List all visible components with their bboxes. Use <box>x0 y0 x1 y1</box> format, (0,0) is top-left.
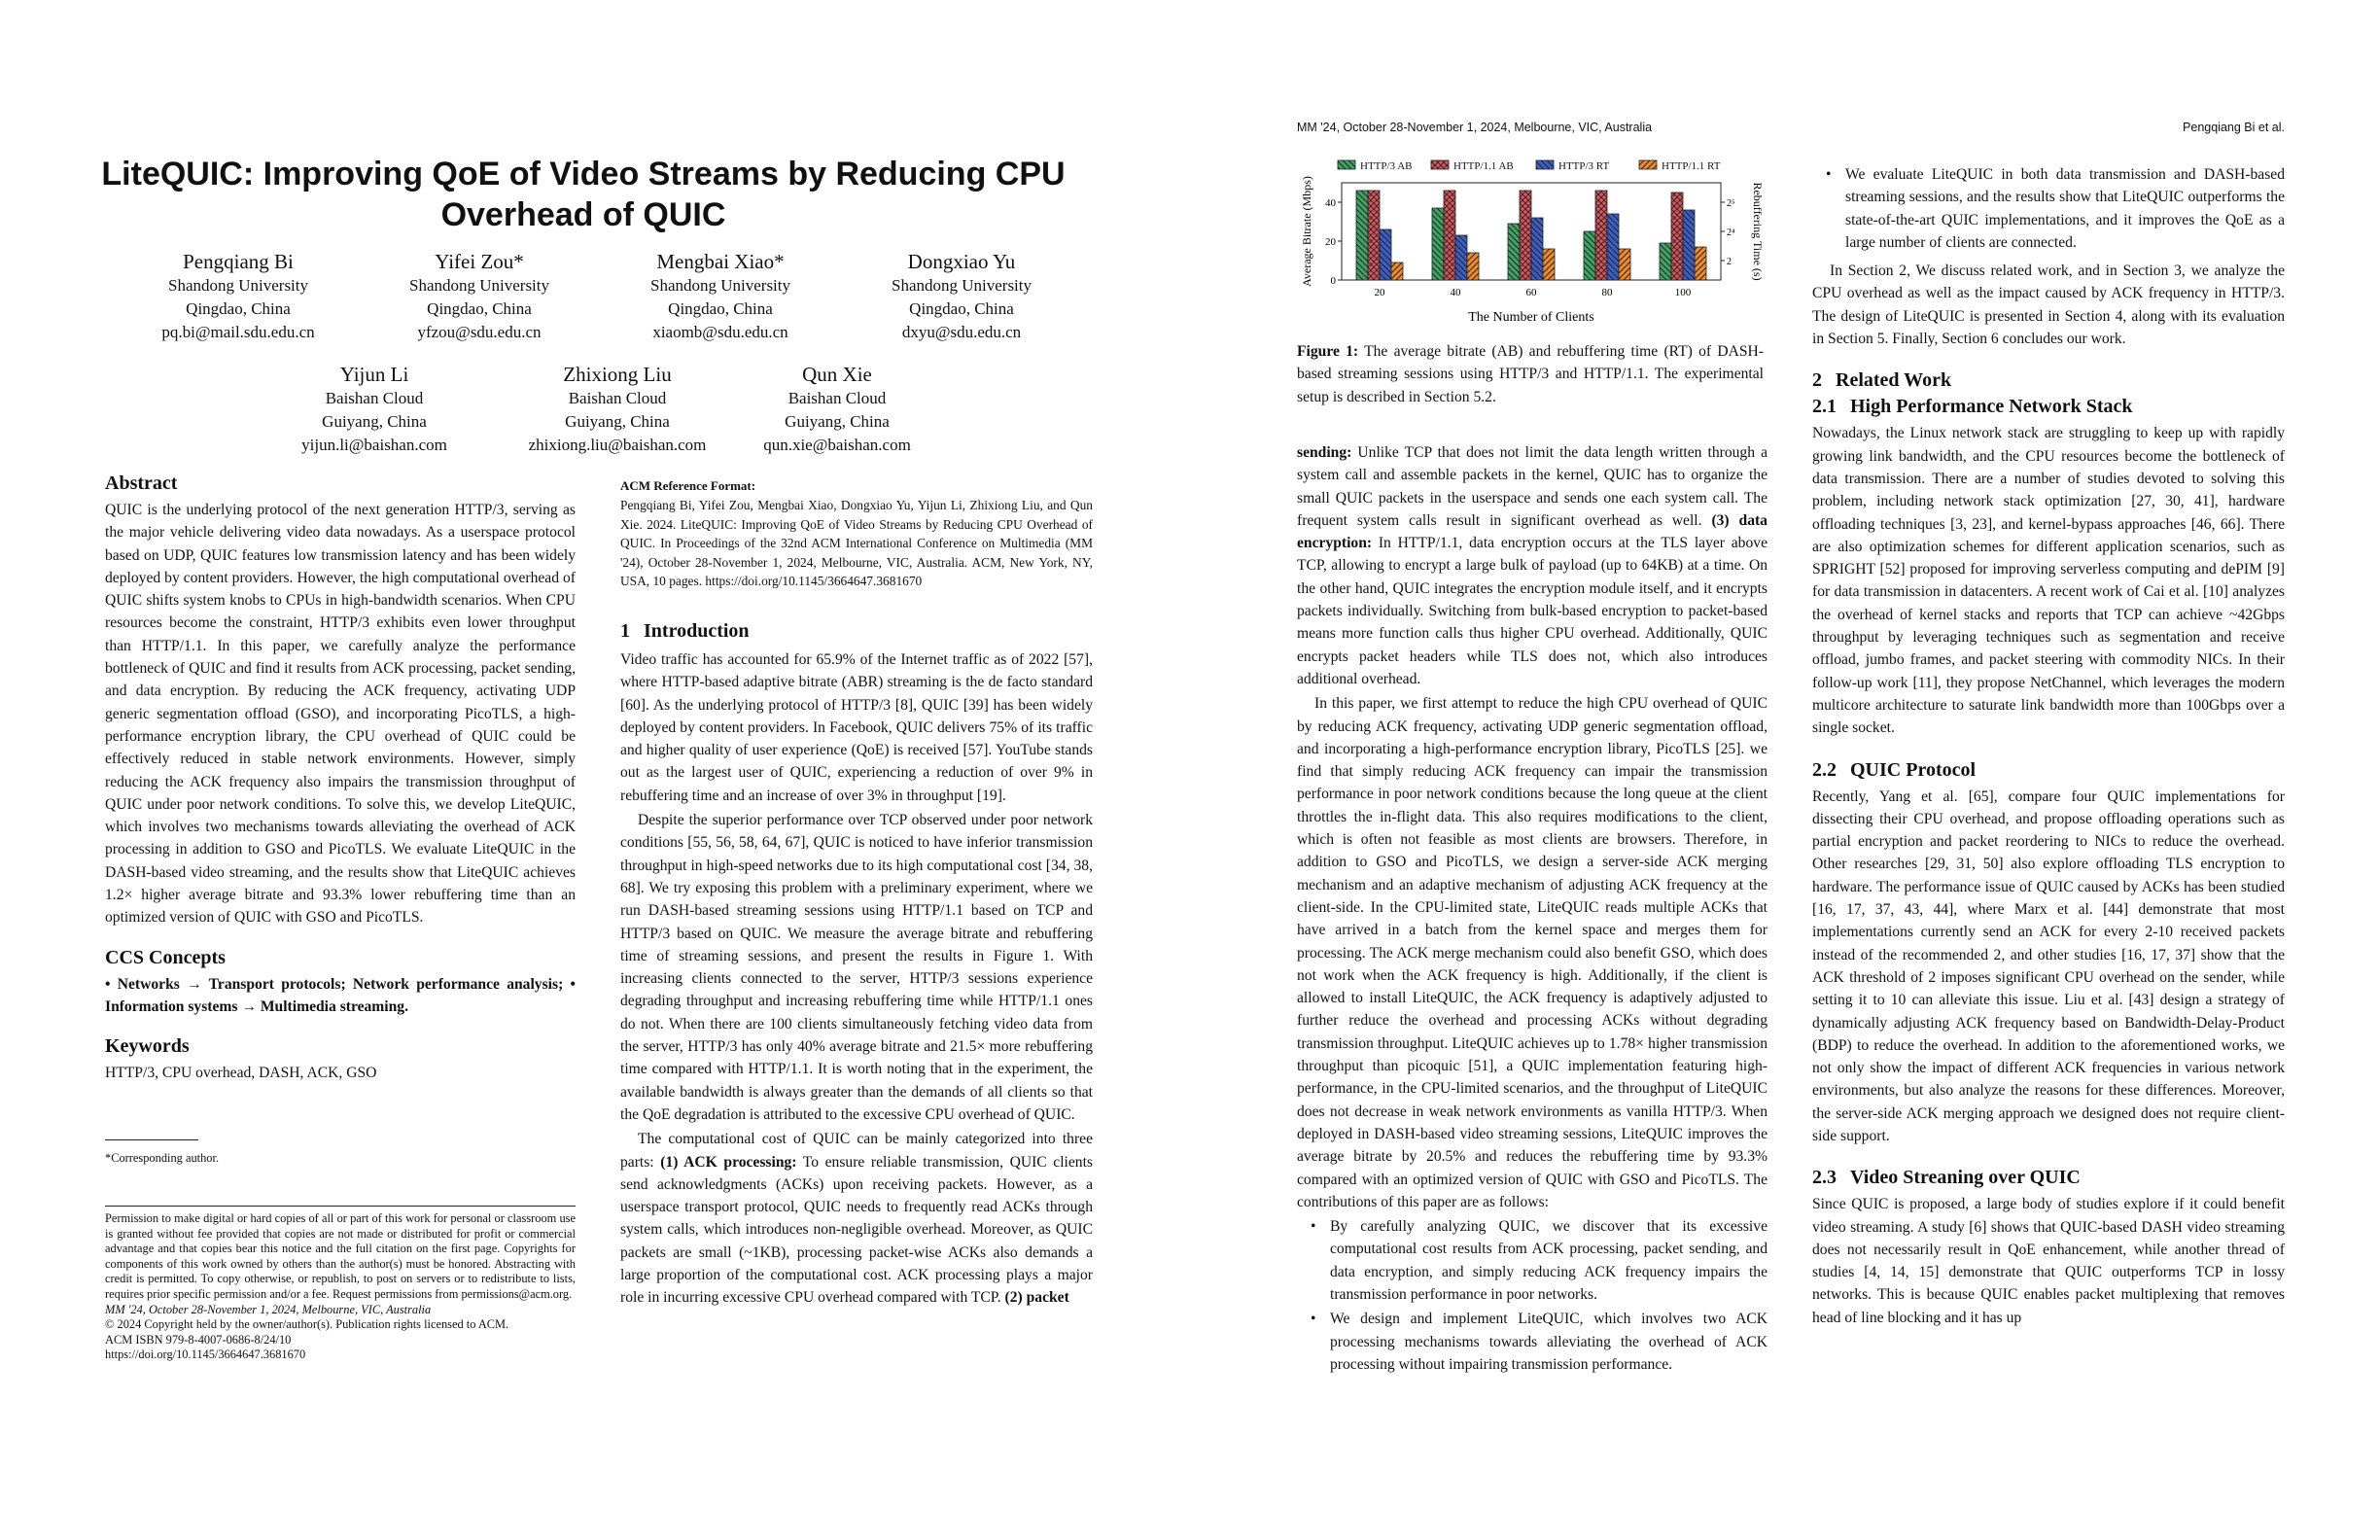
x-axis-label: The Number of Clients <box>1468 310 1594 325</box>
col1-paragraph-1 <box>1297 441 1768 690</box>
author-location: Qingdao, China <box>668 299 773 318</box>
col1-text: In HTTP/1.1, data encryption occurs at the TLS layer above TCP, allowing to encrypt a large bulk of payload (up to 64KB) at a time. On the other hand, QUIC integrates the encryption module itself, and it encrypts packets individually. Switching from bulk-based encryption to packet-based means more function calls thus higher CPU overhead. Additionally, QUIC encrypts packet headers while TLS does not, which also introduces additional overhead. <box>1297 535 1768 687</box>
list-item: • We design and implement LiteQUIC, which involves two ACK processing mechanisms towards alleviating the overhead of ACK processing without impairing transmission performance. <box>1297 1308 1768 1376</box>
right-page-column-1 <box>1297 441 1768 1378</box>
author-affiliation: Baishan Cloud <box>568 389 667 407</box>
running-header-left: MM '24, October 28-November 1, 2024, Melbourne, VIC, Australia <box>1297 121 1653 134</box>
author-block <box>840 249 1083 344</box>
author-email[interactable]: xiaomb@sdu.edu.cn <box>652 323 788 341</box>
bar-hatch <box>1444 191 1455 280</box>
abstract-text: QUIC is the underlying protocol of the next generation HTTP/3, serving as the major vehicle delivering video data nowadays. As a userspace protocol based on UDP, QUIC features low transmission latency and has been widely deployed by content providers. However, the high computational overhead of QUIC shifts system knobs to CPUs in high-bandwidth scenarios. When CPU resources become the constraint, HTTP/3 exhibits even lower throughput than HTTP/1.1. In this paper, we carefully analyze the performance bottleneck of QUIC and find it results from ACK processing, packet sending, and data encryption. By reducing the ACK frequency, activating UDP generic segmentation offload (GSO), and incorporating PicoTLS, a high-performance encryption library, the CPU overhead of QUIC could be effectively reduced in stable network environments. However, simply reducing the ACK frequency also impairs the transmission throughput of QUIC under poor network conditions. To solve this, we develop LiteQUIC, which involves two mechanisms towards alleviating the overhead of ACK processing in addition to GSO and PicoTLS. We evaluate LiteQUIC in the DASH-based video streaming, and the results show that LiteQUIC achieves 1.2× higher average bitrate and 93.3% lower rebuffering time than an optimized version of QUIC with GSO and PicoTLS. <box>105 502 576 927</box>
author-name: Pengqiang Bi <box>183 250 294 273</box>
author-location: Qingdao, China <box>186 299 291 318</box>
author-location: Qingdao, China <box>427 299 532 318</box>
footnote: *Corresponding author. <box>105 1151 220 1165</box>
author-block <box>358 249 601 344</box>
author-block <box>716 362 959 457</box>
section-number: 2.1 <box>1812 396 1837 418</box>
subsection-2-1-heading <box>1812 396 2285 418</box>
intro-p3-bold-1: (1) ACK processing: <box>660 1153 797 1171</box>
bar-hatch <box>1380 229 1391 280</box>
subsection-2-3-heading <box>1812 1167 2285 1189</box>
figure-caption-text: The average bitrate (AB) and rebuffering time (RT) of DASH-based streaming sessions using HTTP/3 and HTTP/1.1. The experimental setup is described in Section 5.2. <box>1297 343 1764 405</box>
right-column-p1 <box>620 478 1093 1310</box>
author-block <box>599 249 842 344</box>
permission-block <box>105 1211 576 1363</box>
bar-hatch <box>1508 224 1520 280</box>
subsection-2-3-text: Since QUIC is proposed, a large body of studies explore if it could benefit video streaming. A study [6] shows that QUIC-based DASH video streaming does not necessarily result in QoE enhancement, while another thread of studies [4, 14, 15] demonstrate that QUIC outperforms TCP in lossy networks. This is because QUIC enables packet multiplexing that removes head of line blocking and it has up <box>1812 1196 2285 1326</box>
author-location: Qingdao, China <box>909 299 1014 318</box>
col1-paragraph-2: In this paper, we first attempt to reduce the high CPU overhead of QUIC by reducing ACK frequency, activating UDP generic segmentation offload, and incorporating a high-performance encryption library, PicoTLS [25]. we find that simply reducing ACK frequency can impair the transmission performance in poor network conditions because the long queue at the client throttles the in-flight data. This also requires modifications to the client, which is often not feasible as most clients are browsers. Therefore, in addition to GSO and PicoTLS, we design a server-side ACK merging mechanism and an adaptive mechanism of adjusting ACK frequency at the client-side. In the CPU-limited state, LiteQUIC reads multiple ACKs that have arrived in a batch from the kernel space and merges them for processing. The ACK merge mechanism could also benefit GSO, which does not work when the ACK frequency is high. Additionally, if the client is allowed to install LiteQUIC, the ACK frequency is adaptively adjusted to further reduce the overhead and processing ACKs without degrading transmission throughput. LiteQUIC achieves up to 1.78× higher transmission throughput than picoquic [51], a QUIC implementation featuring high-performance, in the CPU-limited scenarios, and the throughput of LiteQUIC does not decrease in weak network environments as vanilla HTTP/3. When deployed in DASH-based video streaming sessions, LiteQUIC improves the average bitrate by 20.5% and reduces the rebuffering time by 93.3% compared with an optimized version of QUIC with GSO and PicoTLS. The contributions of this paper are as follows: <box>1297 695 1768 1210</box>
author-email[interactable]: yfzou@sdu.edu.cn <box>417 323 542 341</box>
section-title: High Performance Network Stack <box>1850 396 2133 418</box>
bar-hatch <box>1455 235 1467 280</box>
bar-hatch <box>1520 191 1531 280</box>
author-block <box>253 362 496 457</box>
section-title: QUIC Protocol <box>1850 758 1977 781</box>
y2-tick-label: 2⁴ <box>1727 228 1735 238</box>
bar-hatch <box>1531 218 1543 280</box>
intro-title: Introduction <box>644 619 750 642</box>
author-email[interactable]: pq.bi@mail.sdu.edu.cn <box>161 323 315 341</box>
ccs-heading: CCS Concepts <box>105 946 226 968</box>
legend-swatch-hatch <box>1338 160 1355 169</box>
y2-tick-label: 2 <box>1727 257 1732 267</box>
permission-text: Permission to make digital or hard copies of all or part of this work for personal or classroom use is granted without fee provided that copies are not made or distributed for profit or commercial advantage and that copies bear this notice and the full citation on the first page. Copyrights for components of this work owned by others than the author(s) must be honored. Abstracting with credit is permitted. To copy otherwise, or republish, to post on servers or to redistribute to lists, requires prior specific permission and/or a fee. Request permissions from permissions@acm.org. <box>105 1211 576 1301</box>
list-item: • By carefully analyzing QUIC, we discover that its excessive computational cost results from ACK processing, packet sending, and data encryption, and simply reducing ACK frequency impairs the transmission performance in poor networks. <box>1297 1215 1768 1306</box>
section-number: 2.3 <box>1812 1167 1837 1189</box>
contributions-list <box>1297 1215 1768 1376</box>
subsection-2-2-heading <box>1812 759 2285 782</box>
author-affiliation: Shandong University <box>891 276 1032 295</box>
bar-hatch <box>1595 191 1607 280</box>
venue-line: MM '24, October 28-November 1, 2024, Melbourne, VIC, Australia <box>105 1302 432 1316</box>
author-affiliation: Shandong University <box>167 276 309 295</box>
section-title: Related Work <box>1836 369 1952 392</box>
legend-swatch-hatch <box>1639 160 1657 169</box>
x-tick-label: 100 <box>1674 287 1692 298</box>
bar-hatch <box>1683 210 1695 280</box>
ccs-text: • Networks → Transport protocols; Network performance analysis; • Information systems → Multimedia streaming. <box>105 975 576 1015</box>
intro-heading <box>620 620 1093 643</box>
section-number: 2 <box>1812 369 1822 392</box>
intro-p3-text: The computational cost of QUIC can be mainly categorized into three parts: <box>620 1131 1093 1171</box>
author-name: Qun Xie <box>802 363 872 386</box>
bar-hatch <box>1660 243 1671 280</box>
related-work-heading <box>1812 369 2285 392</box>
author-location: Guiyang, China <box>565 412 670 431</box>
x-tick-label: 60 <box>1525 287 1537 298</box>
abstract-heading: Abstract <box>105 472 178 494</box>
doi-link[interactable]: https://doi.org/10.1145/3664647.3681670 <box>105 1348 306 1362</box>
bar-hatch <box>1432 208 1444 280</box>
author-email[interactable]: zhixiong.liu@baishan.com <box>528 436 707 454</box>
figure-caption-label: Figure 1: <box>1297 343 1359 360</box>
title-line-1: LiteQUIC: Improving QoE of Video Streams by Reducing CPU <box>101 156 1066 192</box>
contributions-list-cont <box>1812 163 2285 254</box>
bar-hatch <box>1368 191 1380 280</box>
permission-divider <box>105 1206 576 1207</box>
author-email[interactable]: qun.xie@baishan.com <box>763 436 911 454</box>
author-name: Dongxiao Yu <box>907 250 1016 273</box>
section-title: Video Streaning over QUIC <box>1850 1167 2081 1189</box>
author-affiliation: Shandong University <box>649 276 791 295</box>
col1-text: Unlike TCP that does not limit the data length written through a system call and assemble packets in the kernel, QUIC has to organize the small QUIC packets in the userspace and sends one each system call. The frequent system calls result in significant overhead as well. <box>1297 444 1768 529</box>
y-tick-label: 20 <box>1325 236 1336 248</box>
subsection-2-1-text: Nowadays, the Linux network stack are struggling to keep up with rapidly growing link bandwidth, and the CPU resources become the bottleneck of data transmission. There are a number of studies devoted to solving this problem, including network stack optimization [27, 30, 41], hardware offloading techniques [3, 23], and kernel-bypass approaches [46, 66]. There are also optimization schemes for different application scenarios, such as SPRIGHT [52] proposed for improving serverless computing and dePIM [9] for data transmission in datacenters. A recent work of Cai et al. [10] analyzes the overhead of kernel stacks and reports that TCP can achieve ~42Gbps throughput by leveraging techniques such as segmentation and receive offload, jumbo frames, and packet steering with commodity NICs. In their follow-up work [11], they propose NetChannel, which leverages the modern multicore architecture to saturate link bandwidth more than 100Gbps over a single socket. <box>1812 425 2285 737</box>
author-affiliation: Shandong University <box>408 276 550 295</box>
col1-bold-2: (3) data encryption: <box>1297 511 1768 552</box>
keywords-text: HTTP/3, CPU overhead, DASH, ACK, GSO <box>105 1065 377 1082</box>
figure-1-chart <box>1295 154 1766 325</box>
intro-paragraph-2: Despite the superior performance over TCP observed under poor network conditions [55, 56, 58, 64, 67], QUIC is noticed to have inferior transmission throughput in high-speed networks due to its high computational cost [34, 38, 68]. We try exposing this problem with a preliminary experiment, where we run DASH-based streaming sessions using HTTP/1.1 based on TCP and HTTP/3 based on QUIC. We measure the average bitrate and rebuffering time of streaming sessions, and present the results in Figure 1. With increasing clients connected to the server, HTTP/3 sessions experience degrading throughput and increasing rebuffering time while HTTP/1.1 ones do not. When there are 100 clients simultaneously fetching video data from the server, HTTP/3 has only 40% average bitrate and 21.5× more rebuffering time compared with HTTP/1.1. It is worth noting that in the experiment, the available bandwidth is always greater than the demands of all clients so that the QoE degradation is attributed to the excessive CPU overhead of QUIC. <box>620 812 1093 1123</box>
intro-p3-text: To ensure reliable transmission, QUIC clients send acknowledgments (ACKs) upon receiving packets. However, as a userspace transport protocol, QUIC needs to frequently read ACKs through system calls, which introduces non-negligible overhead. Moreover, as QUIC packets are small (~1KB), processing packet-wise ACKs also demands a large proportion of the computational cost. ACK processing plays a major role in incurring excessive CPU overhead compared with TCP. <box>620 1153 1094 1307</box>
figure-1-caption <box>1297 340 1764 408</box>
intro-p3-bold-2: (2) packet <box>1004 1289 1069 1307</box>
bar-hatch <box>1467 253 1479 280</box>
outline-paragraph: In Section 2, We discuss related work, and in Section 3, we analyze the CPU overhead as well as the impact caused by ACK frequency in HTTP/3. The design of LiteQUIC is presented in Section 4, along with its evaluation in Section 5. Finally, Section 6 concludes our work. <box>1812 262 2285 348</box>
author-location: Guiyang, China <box>322 412 427 431</box>
legend-label: HTTP/3 RT <box>1558 160 1610 172</box>
bar-hatch <box>1543 249 1555 280</box>
bar-hatch <box>1391 262 1403 280</box>
left-column <box>105 472 576 1085</box>
bar-hatch <box>1356 191 1368 280</box>
y2-axis-label: Rebuffering Time (s) <box>1751 182 1765 281</box>
list-item: • We evaluate LiteQUIC in both data transmission and DASH-based streaming sessions, and the results show that LiteQUIC outperforms the state-of-the-art QUIC implementations, and it improves the QoE as a large number of clients are connected. <box>1812 163 2285 254</box>
author-affiliation: Baishan Cloud <box>325 389 424 407</box>
ref-format-text: Pengqiang Bi, Yifei Zou, Mengbai Xiao, Dongxiao Yu, Yijun Li, Zhixiong Liu, and Qun Xie. 2024. LiteQUIC: Improving QoE of Video Streams by Reducing CPU Overhead of QUIC. In Proceedings of the 32nd ACM International Conference on Multimedia (MM '24), October 28-November 1, 2024, Melbourne, VIC, Australia. ACM, New York, NY, USA, 10 pages. https://doi.org/10.1145/3664647.3681670 <box>620 498 1093 589</box>
title-line-2: Overhead of QUIC <box>440 196 726 233</box>
paper-title <box>97 154 1069 235</box>
author-name: Zhixiong Liu <box>563 363 672 386</box>
keywords-heading: Keywords <box>105 1035 190 1058</box>
copyright-line: © 2024 Copyright held by the owner/author(s). Publication rights licensed to ACM. <box>105 1317 509 1332</box>
ref-format-heading: ACM Reference Format: <box>620 478 756 493</box>
legend-label: HTTP/1.1 RT <box>1662 160 1721 172</box>
legend-label: HTTP/3 AB <box>1360 160 1413 172</box>
right-page-column-2 <box>1812 163 2285 1329</box>
y-axis-label: Average Bitrate (Mbps) <box>1300 176 1313 287</box>
y-tick-label: 0 <box>1330 275 1336 287</box>
isbn-line: ACM ISBN 979-8-4007-0686-8/24/10 <box>105 1332 292 1347</box>
bar-hatch <box>1584 231 1595 280</box>
author-name: Yijun Li <box>339 363 409 386</box>
legend-label: HTTP/1.1 AB <box>1453 160 1514 172</box>
section-number: 2.2 <box>1812 758 1837 781</box>
legend-swatch-hatch <box>1431 160 1449 169</box>
running-header-right: Pengqiang Bi et al. <box>2183 121 2285 134</box>
intro-paragraph-3 <box>620 1128 1093 1309</box>
author-location: Guiyang, China <box>785 412 890 431</box>
x-tick-label: 40 <box>1450 287 1461 298</box>
author-email[interactable]: yijun.li@baishan.com <box>301 436 447 454</box>
intro-paragraph-1: Video traffic has accounted for 65.9% of the Internet traffic as of 2022 [57], where HTTP-based adaptive bitrate (ABR) streaming is the de facto standard [60]. As the underlying protocol of HTTP/3 [8], QUIC [39] has been widely deployed by content providers. In Facebook, QUIC delivers 75% of its traffic and higher quality of user experience (QoE) is received [57]. YouTube stands out as the largest user of QUIC, experiencing a reduction of over 9% in rebuffering time and an increase of over 3% in throughput [19]. <box>620 650 1093 804</box>
x-tick-label: 20 <box>1374 287 1385 298</box>
author-name: Yifei Zou* <box>435 250 524 273</box>
col1-bold-1: sending: <box>1297 444 1352 461</box>
author-block <box>117 249 360 344</box>
footnote-divider <box>105 1139 198 1140</box>
subsection-2-2-text: Recently, Yang et al. [65], compare four QUIC implementations for dissecting their CPU overhead, and propose offloading operations such as partial encryption and packet reordering to NICs to reduce the overhead. Other researches [29, 31, 50] also explore offloading TLS encryption to hardware. The performance issue of QUIC caused by ACKs has been studied [16, 17, 37, 43, 44], where Marx et al. [44] demonstrate that most implementations currently send an ACK for every 2-10 received packets instead of the recommended 2, and other studies [16, 17, 37] show that the ACK threshold of 2 imposes significant CPU overhead on the sender, while setting it to 10 can alleviate this issue. Liu et al. [43] design a strategy of dynamically adjusting ACK frequency based on Bandwidth-Delay-Product (BDP) to reduce the overhead. In addition to the aforementioned works, we not only show the impact of different ACK frequencies in various network environments, but also analyze the reasons for these differences. Moreover, the server-side ACK merging approach we designed does not require client-side support. <box>1812 788 2285 1144</box>
intro-number: 1 <box>620 619 630 642</box>
author-email[interactable]: dxyu@sdu.edu.cn <box>901 323 1022 341</box>
bar-hatch <box>1607 214 1619 280</box>
y2-tick-label: 2⁵ <box>1727 198 1735 209</box>
bar-hatch <box>1695 247 1706 280</box>
y-tick-label: 40 <box>1325 197 1336 209</box>
bar-hatch <box>1671 192 1683 280</box>
x-tick-label: 80 <box>1601 287 1613 298</box>
legend-swatch-hatch <box>1536 160 1554 169</box>
author-name: Mengbai Xiao* <box>656 250 785 273</box>
author-affiliation: Baishan Cloud <box>788 389 887 407</box>
bar-hatch <box>1619 249 1630 280</box>
